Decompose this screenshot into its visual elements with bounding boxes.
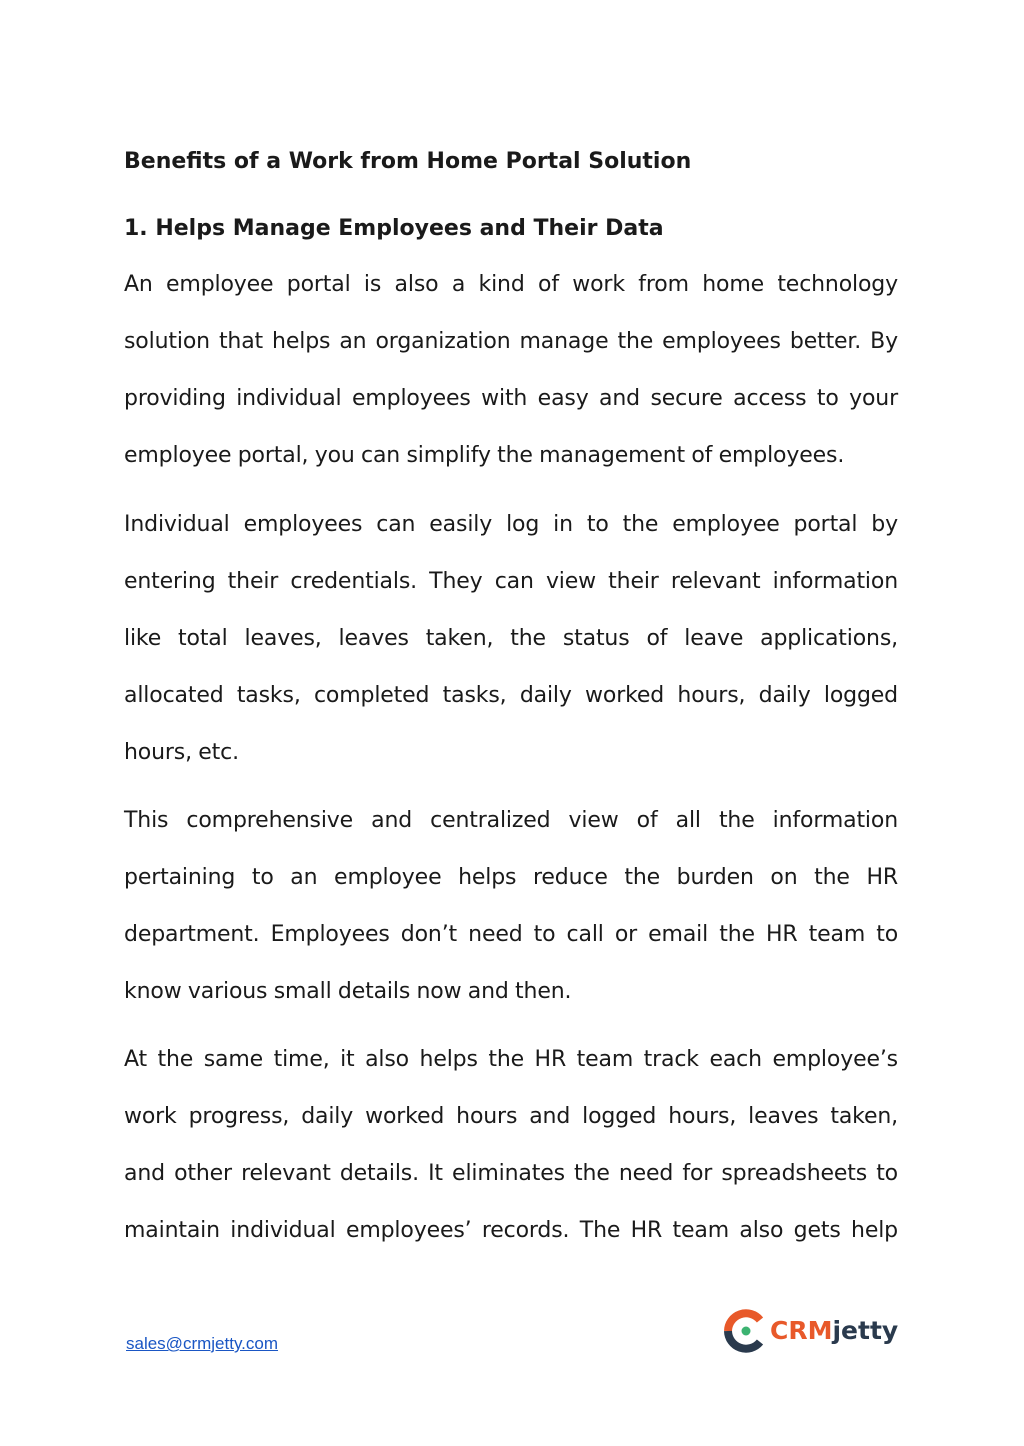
paragraph-2 xyxy=(124,496,898,781)
paragraph-line: know various small details now and then. xyxy=(124,979,572,1004)
section-heading: 1. Helps Manage Employees and Their Data xyxy=(124,216,664,241)
paragraph-line: solution that helps an organization manage the employees better. By xyxy=(124,329,898,354)
paragraph-line: maintain individual employees’ records. The HR team also gets help xyxy=(124,1218,898,1243)
paragraph-line: work progress, daily worked hours and logged hours, leaves taken, xyxy=(124,1104,898,1129)
logo-text-crm: CRM xyxy=(770,1316,833,1345)
paragraph-line: employee portal, you can simplify the management of employees. xyxy=(124,443,845,468)
logo-text-jetty: jetty xyxy=(832,1316,899,1345)
paragraph-4 xyxy=(124,1031,898,1259)
document-title: Benefits of a Work from Home Portal Solution xyxy=(124,149,692,174)
crmjetty-logo[interactable] xyxy=(722,1308,902,1358)
paragraph-line: Individual employees can easily log in to the employee portal by xyxy=(124,512,898,537)
paragraph-line: department. Employees don’t need to call or email the HR team to xyxy=(124,922,898,947)
crmjetty-logo-icon xyxy=(722,1308,768,1354)
paragraph-3 xyxy=(124,792,898,1020)
paragraph-line: providing individual employees with easy and secure access to your xyxy=(124,386,898,411)
paragraph-line: entering their credentials. They can view their relevant information xyxy=(124,569,898,594)
paragraph-1 xyxy=(124,256,898,484)
paragraph-line: pertaining to an employee helps reduce the burden on the HR xyxy=(124,865,898,890)
paragraph-line: and other relevant details. It eliminates the need for spreadsheets to xyxy=(124,1161,898,1186)
paragraph-line: This comprehensive and centralized view of all the information xyxy=(124,808,898,833)
footer-email-link[interactable]: sales@crmjetty.com xyxy=(126,1334,279,1353)
paragraph-line: An employee portal is also a kind of work from home technology xyxy=(124,272,898,297)
paragraph-line: like total leaves, leaves taken, the status of leave applications, xyxy=(124,626,898,651)
paragraph-line: At the same time, it also helps the HR team track each employee’s xyxy=(124,1047,898,1072)
paragraph-line: allocated tasks, completed tasks, daily worked hours, daily logged xyxy=(124,683,898,708)
paragraph-line: hours, etc. xyxy=(124,740,239,765)
logo-wordmark xyxy=(770,1316,898,1346)
